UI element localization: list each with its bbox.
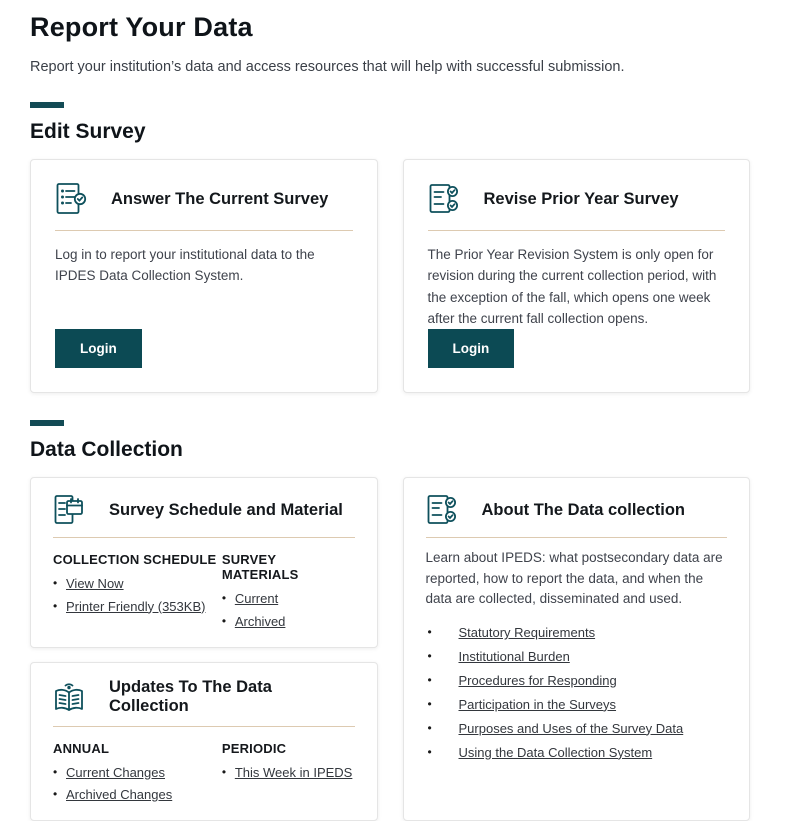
link-list [53,575,222,615]
about-data-collection-card [403,477,751,821]
card-divider [426,537,728,538]
book-signal-icon [53,680,85,714]
link-list [222,590,355,630]
document-gear-icon [55,182,87,216]
section-accent-bar [30,102,64,108]
statutory-requirements-link[interactable]: Statutory Requirements [458,625,596,641]
list-item [53,598,222,616]
card-title: Survey Schedule and Material [109,500,343,519]
about-link-list [426,625,728,768]
column-heading: PERIODIC [221,740,287,756]
list-item [53,575,222,593]
card-title: Updates To The Data Collection [109,677,272,715]
data-collection-left-column [30,477,378,821]
institutional-burden-link[interactable]: Institutional Burden [458,648,570,664]
list-item [426,649,728,666]
page-subtitle: Report your institution’s data and access resources that will help with successful submission. [30,59,625,75]
archived-materials-link[interactable]: Archived [234,613,286,629]
login-button[interactable]: Login [428,329,515,368]
card-divider [428,230,726,231]
updates-data-collection-card [30,662,378,821]
data-collection-cards [30,477,750,821]
list-item [426,745,728,762]
participation-in-surveys-link[interactable]: Participation in the Surveys [458,696,617,712]
login-button[interactable]: Login [55,329,142,368]
card-divider [55,230,353,231]
list-item [426,697,728,714]
edit-survey-section [30,102,750,393]
card-body: Learn about IPEDS: what postsecondary data are reported, how to report the data, and when the data are collected, disseminated and used. [425,550,723,606]
view-now-link[interactable]: View Now [66,576,124,592]
card-title: Revise Prior Year Survey [483,189,679,208]
column-heading: ANNUAL [53,740,110,756]
list-item [426,673,728,690]
revise-prior-year-survey-card [403,159,751,393]
section-accent-bar [30,420,64,426]
printer-friendly-link[interactable]: Printer Friendly (353KB) [66,598,206,614]
current-materials-link[interactable]: Current [234,591,279,607]
collection-schedule-column [53,548,222,634]
card-divider [53,726,355,727]
edit-survey-heading: Edit Survey [30,120,146,143]
link-list [222,764,355,782]
link-list [53,764,222,804]
list-item [222,590,355,608]
purposes-uses-survey-data-link[interactable]: Purposes and Uses of the Survey Data [458,720,684,736]
card-header [53,493,355,527]
list-item [426,625,728,642]
list-item [222,613,355,631]
list-item [53,764,222,782]
survey-materials-column [222,548,355,634]
this-week-in-ipeds-link[interactable]: This Week in IPEDS [234,764,353,780]
archived-changes-link[interactable]: Archived Changes [66,786,173,802]
page-title: Report Your Data [30,12,253,42]
current-changes-link[interactable]: Current Changes [66,764,165,780]
list-item [222,764,355,782]
list-item [53,786,222,804]
periodic-column [222,737,355,808]
schedule-columns [53,548,355,634]
card-header [55,182,353,216]
column-heading: COLLECTION SCHEDULE [53,552,217,568]
edit-survey-cards [30,159,750,393]
answer-current-survey-card [30,159,378,393]
document-checks-icon [426,493,458,527]
card-body: Log in to report your institutional data to the IPDES Data Collection System. [55,247,315,284]
card-body: The Prior Year Revision System is only open for revision during the current collection period, with the exception of the fall, which opens one week after the current fall collection opens. [427,247,717,326]
procedures-for-responding-link[interactable]: Procedures for Responding [458,672,617,688]
document-checks-icon [428,182,460,216]
column-heading: SURVEY MATERIALS [221,552,299,583]
survey-schedule-card [30,477,378,647]
card-header [53,678,355,716]
using-data-collection-system-link[interactable]: Using the Data Collection System [458,744,653,760]
card-divider [53,537,355,538]
updates-columns [53,737,355,808]
data-collection-heading: Data Collection [30,438,183,462]
annual-column [53,737,222,808]
document-calendar-icon [53,493,85,527]
data-collection-section [30,420,750,821]
card-title: About The Data collection [481,500,686,519]
card-header [428,182,726,216]
card-title: Answer The Current Survey [111,189,329,208]
card-header [426,493,728,527]
